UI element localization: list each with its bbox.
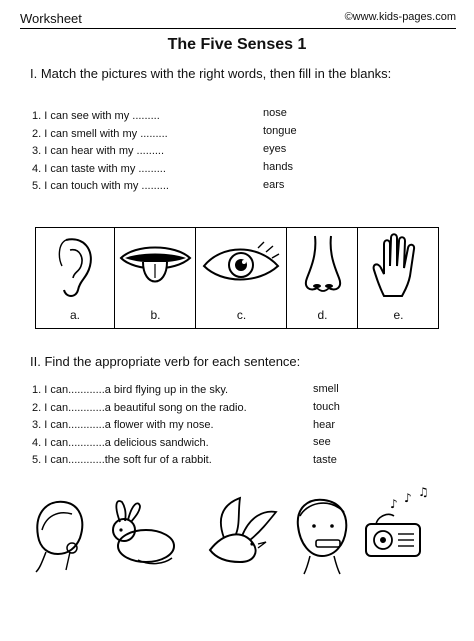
tongue-icon [115, 232, 196, 302]
section1-sentences [32, 108, 169, 196]
boy-eating-icon [298, 500, 347, 574]
site-credit: ©www.kids-pages.com [344, 11, 456, 23]
picture-label: e. [393, 308, 404, 322]
picture-label: c. [236, 308, 247, 322]
word-item: tongue [263, 125, 297, 137]
section2-word-list [313, 381, 340, 470]
word-item: smell [313, 383, 339, 395]
svg-text:♫: ♫ [418, 486, 429, 499]
radio-icon [366, 486, 429, 556]
word-item: ears [263, 179, 285, 191]
nose-icon [287, 232, 358, 302]
word-item: hands [263, 161, 293, 173]
word-item: taste [313, 454, 337, 467]
sentence-item: 4. I can taste with my ......... [32, 162, 166, 175]
sentence-item: 5. I can touch with my ......... [32, 180, 169, 192]
picture-strip [35, 227, 439, 329]
section2-illustrations [28, 486, 448, 576]
picture-cell-b [114, 228, 196, 328]
ear-icon [36, 232, 114, 302]
picture-cell-d [286, 228, 358, 328]
girl-smelling-flower-icon [36, 502, 82, 572]
sentence-item: 5. I can............the soft fur of a rabbit. [32, 454, 212, 466]
picture-label: d. [317, 308, 328, 322]
word-item: hear [313, 418, 336, 431]
section1-instruction: I. Match the pictures with the right words, then fill in the blanks: [30, 66, 392, 81]
sentence-item: 1. I can............a bird flying up in the sky. [32, 384, 229, 396]
picture-label: a. [69, 308, 80, 322]
word-item: touch [313, 400, 340, 413]
picture-cell-a [36, 228, 114, 328]
sentence-item: 3. I can hear with my ......... [32, 145, 165, 157]
sentence-item: 3. I can............a flower with my nose. [32, 419, 214, 431]
page-title: The Five Senses 1 [167, 36, 307, 53]
picture-cell-e [357, 228, 439, 328]
bird-icon [210, 498, 276, 562]
svg-text:♪: ♪ [404, 491, 412, 505]
rabbit-icon [113, 501, 174, 564]
picture-label: b. [150, 308, 161, 322]
picture-cell-c [195, 228, 287, 328]
svg-text:♪: ♪ [390, 497, 398, 511]
worksheet-header [0, 0, 474, 30]
sentence-item: 2. I can............a beautiful song on the radio. [32, 401, 247, 414]
hand-icon [358, 232, 439, 302]
header-divider [20, 28, 456, 29]
eye-icon [196, 232, 287, 302]
worksheet-label: Worksheet [20, 11, 82, 26]
word-item: eyes [263, 143, 287, 155]
sentence-item: 2. I can smell with my ......... [32, 127, 168, 140]
section1-word-list [263, 104, 297, 194]
word-item: see [313, 436, 331, 449]
sentence-item: 1. I can see with my ......... [32, 110, 160, 122]
section2-instruction: II. Find the appropriate verb for each sentence: [30, 354, 301, 369]
section2-sentences [32, 382, 247, 470]
word-item: nose [263, 107, 287, 119]
sentence-item: 4. I can............a delicious sandwich. [32, 436, 209, 449]
